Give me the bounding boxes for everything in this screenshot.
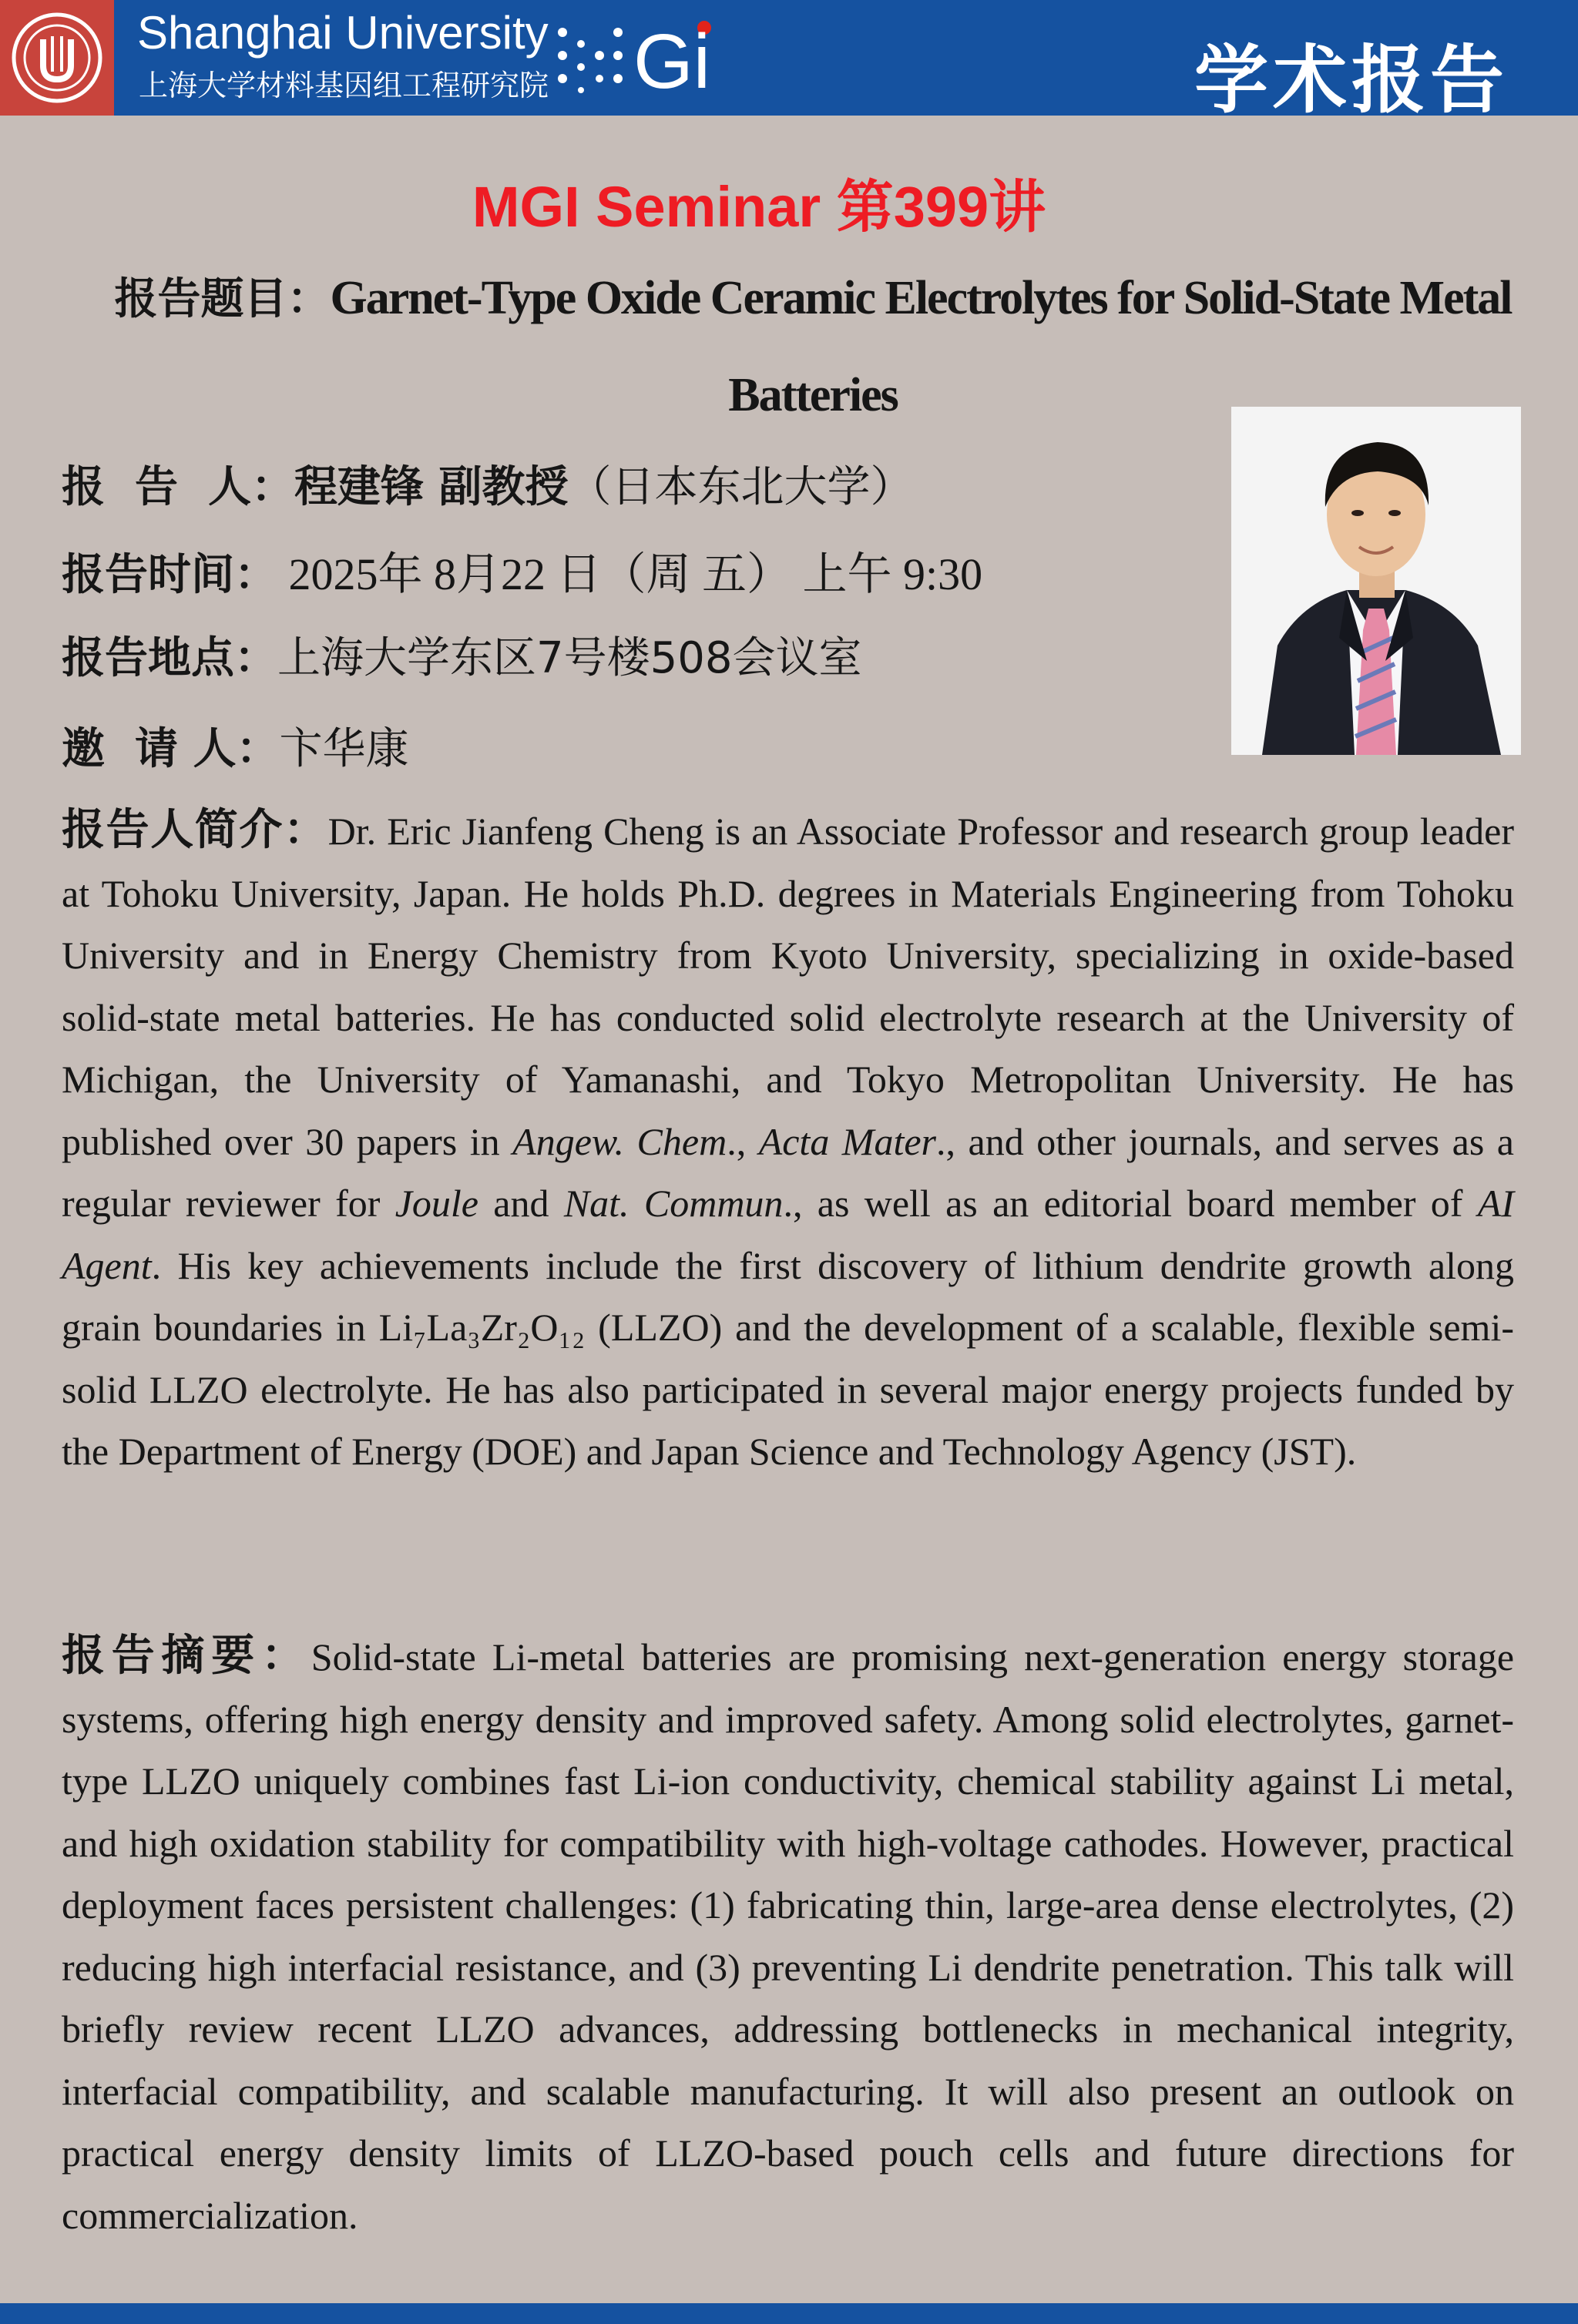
time-row — [62, 538, 982, 602]
academic-report-title: 学术报告 — [1194, 37, 1509, 123]
abstract-text: Solid-state Li-metal batteries are promising next-generation energy storage systems, offering high energy density and improved safety. Among solid electrolytes, garnet-type LLZO uniquely combines fast Li-ion conductivity, chemical stability against Li metal, and high oxidation stability for compatibility with high-voltage cathodes. However, practical deployment faces persistent challenges: (1) fabricating thin, large-area dense electrolytes, (2) reducing high interfacial resistance, and (3) preventing Li dendrite penetration. This talk will briefly review recent LLZO advances, addressing bottlenecks in mechanical integrity, interfacial compatibility, and scalable manufacturing. It will also present an outlook on practical energy density limits of LLZO-based pouch cells and future directions for commercialization. — [62, 1635, 1515, 2237]
speaker-photo — [1231, 407, 1521, 755]
journal-name: Nat. Commun — [563, 1182, 784, 1225]
speaker-portrait-icon — [1231, 407, 1521, 755]
location-value: 上海大学东区7号楼508会议室 — [277, 633, 862, 683]
seminar-number: MGI Seminar 第399讲 — [472, 175, 1046, 239]
time-value: 2025年 8月22 日（周 五） 上午 9:30 — [288, 549, 983, 599]
university-institute-cn: 上海大学材料基因组工程研究院 — [139, 69, 549, 102]
bio-label: 报告人简介： — [62, 805, 328, 855]
journal-name: AI Agent — [62, 1182, 1514, 1287]
talk-title-label: 报告题目： — [114, 274, 331, 324]
talk-title-text: Garnet-Type Oxide Ceramic Electrolytes for Solid-State Metal Batteries — [330, 272, 1512, 421]
mgi-dots-icon — [553, 15, 738, 100]
abstract-label: 报告摘要： — [62, 1631, 311, 1681]
host-row — [62, 715, 409, 776]
speaker-name: 程建锋 副教授 — [294, 462, 569, 512]
talk-abstract — [62, 1625, 1514, 2246]
location-label: 报告地点： — [62, 633, 277, 683]
footer-bar — [0, 2303, 1578, 2324]
speaker-label: 报 告 人： — [62, 462, 294, 512]
host-value: 卞华康 — [279, 724, 409, 774]
time-label: 报告时间： — [62, 550, 277, 600]
seal-icon — [9, 10, 105, 106]
journal-name: Joule — [394, 1182, 478, 1225]
mgi-logo — [553, 15, 738, 104]
svg-text:Gi: Gi — [633, 18, 710, 100]
journal-name: Acta Mater — [758, 1119, 937, 1163]
location-row — [62, 624, 862, 686]
journal-name: Angew. Chem — [512, 1119, 727, 1163]
host-label: 邀 请 人： — [62, 724, 280, 774]
speaker-row — [62, 453, 913, 515]
university-seal-logo — [0, 0, 114, 116]
speaker-affiliation: （日本东北大学） — [568, 462, 914, 512]
speaker-bio: 报告人简介：Dr. Eric Jianfeng Cheng is an Associate Professor and research group leader at Tohoku University, Japan. He holds Ph.D. degrees in Materials Engineering from Tohoku University and in Energy Chemistry from Kyoto University, specializing in oxide-based solid-state metal batteries. He has conducted solid electrolyte research at the University of Michigan, the University of Yamanashi, and Tokyo Metropolitan University. He has published over 30 papers in Angew. Chem., Acta Mater., and other journals, and serves as a regular reviewer for Joule and Nat. Commun., as well as an editorial board member of AI Agent. His key achievements include the first discovery of lithium dendrite growth along grain boundaries in Li₇La₃Zr₂O₁₂ (LLZO) and the development of a scalable, flexible semi-solid LLZO electrolyte. He has also participated in several major energy projects funded by the Department of Energy (DOE) and Japan Science and Technology Agency (JST). — [62, 805, 1514, 1473]
header-bar — [0, 0, 1578, 123]
university-name-en: Shanghai University — [137, 7, 549, 59]
